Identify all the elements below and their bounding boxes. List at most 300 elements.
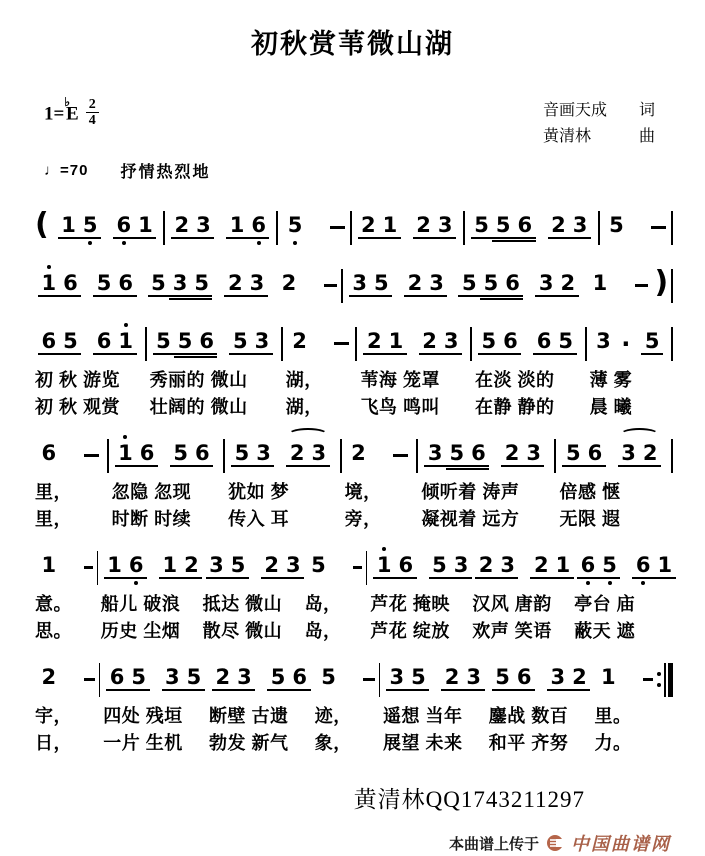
- note-beam-part: [458, 272, 480, 300]
- lyric-line-2: 初 秋 观赏: [35, 397, 121, 417]
- notes-row: [352, 204, 465, 251]
- note-digit: 2: [264, 552, 280, 577]
- note-beam-part: [286, 442, 329, 470]
- note-beam-part: [480, 272, 523, 300]
- notes-row: [98, 544, 200, 591]
- note-group: [93, 272, 136, 300]
- note-group: [533, 330, 576, 358]
- note-beam-part: [478, 330, 521, 358]
- note-group: [115, 442, 158, 470]
- notes-row: [32, 320, 147, 367]
- note-beam-part: [424, 442, 446, 470]
- lyric-line-2: 思。: [35, 621, 72, 641]
- note-digit: 5: [461, 270, 477, 295]
- key-text: 1=♭E: [44, 94, 79, 125]
- note-group: [598, 666, 620, 694]
- note-digit: 5: [156, 328, 171, 353]
- lyric-line-2: 岛，: [304, 621, 342, 641]
- note-digit: 3: [500, 552, 515, 577]
- slur-arc: [620, 428, 659, 441]
- note-digit: 5: [449, 440, 465, 465]
- note-group: [284, 214, 306, 242]
- note-group: [104, 554, 147, 582]
- note-group: [212, 666, 255, 694]
- measure: [32, 432, 109, 533]
- measure: [357, 320, 472, 421]
- note-group: [206, 554, 249, 582]
- note-beam-part: [206, 554, 249, 582]
- note-digit: 5: [173, 440, 189, 465]
- measure: [486, 656, 592, 757]
- lyric-line-2: 芦花 绽放: [370, 621, 450, 641]
- note-digit: 1: [107, 552, 122, 577]
- lyric-line-2: 日，: [35, 733, 72, 753]
- note-group: [606, 214, 628, 242]
- note-group: [530, 554, 573, 582]
- note-beam-part: [471, 214, 493, 242]
- note-group: [475, 554, 518, 582]
- lyric-line-1: 亭台 庙: [574, 594, 636, 614]
- duration-dash: [353, 566, 362, 569]
- lyric-line-1: 湖，: [285, 370, 323, 390]
- measure: [98, 544, 200, 645]
- note-digit: 5: [230, 552, 246, 577]
- note-beam-part: [386, 666, 429, 694]
- composer-role: 曲: [638, 128, 655, 145]
- augmentation-dot: ·: [621, 329, 631, 358]
- note-group: [429, 554, 472, 582]
- lyric-line-2: 蔽天 遮: [574, 621, 636, 641]
- notes-row: [272, 262, 343, 309]
- notes-row: [142, 262, 273, 309]
- lyric-line-1: 意。: [35, 594, 72, 614]
- octave-dot-high: [124, 323, 128, 327]
- measure: [225, 432, 342, 533]
- note-digit: 6: [139, 440, 155, 465]
- meta-row: [44, 94, 655, 149]
- note-beam-part: [170, 442, 213, 470]
- note-digit: 2: [560, 270, 576, 295]
- note-beam-part: [38, 666, 60, 694]
- note-digit: 5: [321, 664, 336, 689]
- note-group: [618, 442, 661, 470]
- lyric-line-2: 时断 时续: [111, 509, 192, 529]
- notes-row: [278, 204, 351, 251]
- note-beam-part: [113, 214, 156, 242]
- meter-numerator: 2: [88, 97, 96, 112]
- notes-row: [32, 544, 98, 591]
- note-digit: 2: [292, 328, 307, 353]
- note-group: [404, 272, 447, 300]
- note-group: [38, 442, 60, 470]
- lyric-line-2: 里，: [35, 509, 72, 529]
- lyric-line-2: 飞鸟 鸣叫: [360, 397, 440, 417]
- notes-row: [32, 432, 109, 479]
- notes-row: [312, 656, 380, 703]
- note-digit: 3: [254, 328, 270, 353]
- note-digit: 6: [632, 554, 654, 576]
- note-digit: 2: [366, 328, 382, 353]
- note-digit: 5: [151, 270, 166, 295]
- barline: [671, 327, 673, 361]
- score-line: [32, 320, 673, 421]
- note-digit: 2: [422, 328, 437, 353]
- note-group: [535, 272, 578, 300]
- note-group: [413, 214, 456, 242]
- note-group: [441, 666, 484, 694]
- credits: [543, 97, 655, 146]
- note-beam-part: [159, 554, 202, 582]
- octave-dot-high: [123, 435, 127, 439]
- note-digit: 6: [41, 328, 57, 353]
- note-group: [153, 330, 218, 358]
- note-digit: 5: [186, 664, 202, 689]
- notes-row: [165, 204, 278, 251]
- measure: [583, 262, 673, 309]
- note-beam-part: [226, 214, 269, 242]
- measure: [452, 262, 583, 309]
- note-digit: 6: [41, 440, 57, 465]
- note-digit: 5: [232, 328, 248, 353]
- measure: [142, 262, 273, 309]
- note-beam-part: [153, 330, 175, 358]
- note-digit: 5: [474, 212, 489, 237]
- end-repeat-barline: [657, 663, 673, 697]
- note-digit: 5: [495, 212, 511, 237]
- parenthesis: ): [654, 264, 669, 300]
- octave-dot-low: [608, 581, 612, 585]
- note-group: [286, 442, 329, 470]
- note-group: [224, 272, 267, 300]
- note-beam-part: [162, 666, 205, 694]
- note-digit: 3: [172, 270, 188, 295]
- lyric-line-1: 初 秋 游览: [35, 370, 121, 390]
- note-digit: 1: [657, 552, 673, 577]
- note-group: [38, 330, 81, 358]
- lyric-line-2: 力。: [594, 733, 632, 753]
- measure: [147, 320, 283, 421]
- notes-row: [469, 544, 571, 591]
- note-digit: 2: [351, 440, 366, 465]
- octave-dot-low: [586, 581, 590, 585]
- note-digit: 6: [118, 270, 133, 295]
- note-beam-part: [349, 272, 392, 300]
- measure: [352, 204, 465, 251]
- lyric-line-1: 鏖战 数百: [488, 706, 569, 726]
- note-beam-part: [501, 442, 544, 470]
- note-beam-part: [598, 666, 620, 694]
- lyric-line-2: 历史 尘烟: [100, 621, 181, 641]
- score-line: [32, 262, 673, 309]
- measure: [465, 204, 600, 251]
- note-digit: 1: [382, 212, 398, 237]
- page-title: 初秋赏苇微山湖: [251, 29, 454, 59]
- measure: [343, 262, 453, 309]
- note-beam-part: [562, 442, 605, 470]
- note-digit: 3: [538, 270, 554, 295]
- lyric-line-2: 象，: [314, 733, 352, 753]
- note-digit: 6: [113, 214, 135, 236]
- duration-dash: [84, 566, 93, 569]
- note-digit: 3: [466, 664, 482, 689]
- note-digit: 6: [536, 328, 552, 353]
- note-digit: 6: [248, 214, 270, 236]
- duration-dash: [643, 678, 653, 681]
- duration-dash: [393, 454, 408, 457]
- note-digit: 1: [162, 552, 178, 577]
- note-group: [363, 330, 406, 358]
- music-site-logo-icon: [546, 834, 564, 852]
- note-digit: 5: [177, 328, 193, 353]
- note-beam-part: [530, 554, 573, 582]
- note-digit: 3: [427, 440, 443, 465]
- notes-row: [486, 656, 592, 703]
- note-digit: 5: [374, 270, 389, 295]
- note-group: [492, 666, 535, 694]
- measure: [165, 204, 278, 251]
- note-beam-part: [289, 330, 311, 358]
- note-beam-part: [404, 272, 447, 300]
- note-digit: 2: [551, 212, 566, 237]
- note-group: [38, 554, 60, 582]
- note-beam-part: [284, 214, 306, 242]
- octave-dot-low: [122, 241, 126, 245]
- note-beam-part: [106, 666, 149, 694]
- note-beam-part: [38, 330, 81, 358]
- note-beam-part: [38, 554, 60, 582]
- repeat-dot: [657, 683, 661, 687]
- note-digit: 6: [292, 664, 308, 689]
- note-group: [308, 554, 330, 582]
- note-group: [632, 554, 675, 582]
- lyric-line-2: 欢声 笑语: [472, 621, 552, 641]
- measure: [472, 320, 587, 421]
- notes-row: [225, 432, 342, 479]
- note-beam-part: [373, 554, 416, 582]
- notes-row: [472, 320, 587, 367]
- lyric-line-1: 芦花 掩映: [370, 594, 450, 614]
- note-digit: 1: [115, 330, 137, 352]
- note-digit: 6: [199, 328, 214, 353]
- lyricist-credit: [543, 97, 655, 120]
- flat-icon: ♭: [64, 94, 70, 109]
- lyric-line-2: 散尽 微山: [202, 621, 283, 641]
- time-signature: [86, 97, 99, 129]
- notes-row: [571, 544, 673, 591]
- note-group: [471, 214, 536, 242]
- lyric-line-2: 一片 生机: [103, 733, 183, 753]
- notes-row: [100, 656, 206, 703]
- notes-row: [367, 544, 469, 591]
- note-beam-part: [475, 554, 518, 582]
- duration-dash: [84, 454, 99, 457]
- lyric-line-1: 抵达 微山: [202, 594, 283, 614]
- note-digit: 6: [195, 440, 210, 465]
- note-digit: 5: [63, 328, 78, 353]
- note-digit: 2: [407, 270, 423, 295]
- note-beam-part: [93, 330, 136, 358]
- meter-denominator: 4: [86, 112, 99, 128]
- note-digit: 5: [565, 440, 581, 465]
- note-group: [593, 330, 615, 358]
- note-group: [562, 442, 605, 470]
- notes-row: [302, 544, 368, 591]
- note-beam-part: [38, 442, 60, 470]
- repeat-dots: [657, 672, 661, 687]
- note-digit: 5: [481, 328, 497, 353]
- note-beam-part: [358, 214, 401, 242]
- note-digit: 6: [109, 664, 125, 689]
- note-beam-part: [267, 666, 310, 694]
- site-name: 中国曲谱网: [571, 834, 671, 854]
- note-beam-part: [429, 554, 472, 582]
- note-beam-part: [212, 666, 255, 694]
- score-line: [32, 656, 673, 757]
- measure: [600, 204, 673, 251]
- measure: [302, 544, 368, 645]
- note-beam-part: [492, 666, 535, 694]
- note-digit: 1: [388, 328, 404, 353]
- note-beam-part: [419, 330, 462, 358]
- note-digit: 2: [281, 270, 297, 295]
- measure: [32, 204, 165, 251]
- note-digit: 3: [526, 440, 541, 465]
- note-digit: 3: [621, 440, 636, 465]
- lyric-line-1: 在淡 淡的: [475, 370, 555, 390]
- note-digit: 1: [115, 442, 137, 464]
- note-beam-part: [492, 214, 535, 242]
- note-group: [171, 214, 214, 242]
- lyric-line-2: 湖，: [285, 397, 323, 417]
- lyric-line-1: 里。: [594, 706, 632, 726]
- octave-dot-low: [88, 241, 92, 245]
- note-digit: 5: [311, 552, 326, 577]
- note-group: [38, 666, 60, 694]
- note-group: [478, 330, 521, 358]
- measure: [342, 432, 419, 533]
- note-digit: 5: [609, 212, 624, 237]
- note-digit: 1: [373, 554, 395, 576]
- note-digit: 5: [495, 664, 510, 689]
- note-digit: 5: [131, 664, 147, 689]
- notes-row: [283, 320, 358, 367]
- note-beam-part: [533, 330, 576, 358]
- measure: [100, 656, 206, 757]
- note-digit: 3: [237, 664, 252, 689]
- note-digit: 3: [437, 212, 453, 237]
- note-beam-part: [547, 666, 590, 694]
- note-digit: 2: [572, 664, 587, 689]
- lyric-line-2: 旁，: [344, 509, 382, 529]
- note-group: [458, 272, 523, 300]
- note-group: [358, 214, 401, 242]
- note-digit: 5: [234, 440, 250, 465]
- note-beam-part: [535, 272, 578, 300]
- duration-dash: [635, 284, 648, 287]
- octave-dot-low: [134, 581, 138, 585]
- lyric-line-1: 倾听着 涛声: [421, 482, 520, 502]
- duration-dash: [330, 226, 345, 229]
- notes-row: [342, 432, 419, 479]
- note-digit: 5: [599, 554, 621, 576]
- note-group: [501, 442, 544, 470]
- lyric-line-1: 境，: [344, 482, 382, 502]
- measure: [283, 320, 358, 421]
- note-digit: 3: [165, 664, 180, 689]
- thin-barline: [664, 663, 666, 697]
- notes-row: [343, 262, 453, 309]
- note-group: [548, 214, 591, 242]
- note-beam-part: [618, 442, 661, 470]
- barline: [671, 269, 673, 303]
- note-beam-part: [348, 442, 370, 470]
- lyric-line-2: 无限 遐: [559, 509, 621, 529]
- note-group: [386, 666, 429, 694]
- note-beam-part: [171, 214, 214, 242]
- octave-dot-high: [382, 547, 386, 551]
- measure: [278, 204, 351, 251]
- note-group: [93, 330, 136, 358]
- notes-row: [452, 262, 583, 309]
- note-beam-part: [441, 666, 484, 694]
- note-digit: 5: [558, 328, 573, 353]
- barline: [671, 439, 673, 473]
- note-digit: 3: [453, 552, 469, 577]
- measure: [571, 544, 673, 645]
- octave-dot-low: [293, 241, 297, 245]
- score-line: [32, 544, 673, 645]
- note-digit: 3: [352, 270, 368, 295]
- note-beam-part: [229, 330, 272, 358]
- note-beam-part: [93, 272, 136, 300]
- contact-line: 黄清林QQ1743211297: [353, 787, 585, 812]
- note-group: [113, 214, 156, 242]
- lyric-line-1: 宇，: [35, 706, 72, 726]
- note-digit: 3: [429, 270, 444, 295]
- measure: [592, 656, 673, 757]
- note-beam-part: [58, 214, 101, 242]
- note-digit: 2: [478, 552, 494, 577]
- composer-credit: [543, 123, 655, 146]
- note-digit: 5: [270, 664, 286, 689]
- note-digit: 5: [644, 328, 660, 353]
- note-digit: 2: [174, 212, 190, 237]
- slur-arc: [288, 428, 327, 441]
- lyric-line-2: 在静 静的: [475, 397, 555, 417]
- lyric-line-2: 壮阔的 微山: [149, 397, 248, 417]
- note-digit: 1: [229, 212, 245, 237]
- note-group: [289, 330, 311, 358]
- note-digit: 6: [63, 270, 78, 295]
- notes-row: [380, 656, 486, 703]
- notes-row: [583, 262, 673, 309]
- note-beam-part: [318, 666, 340, 694]
- repeat-dot: [657, 672, 661, 676]
- note-digit: 5: [194, 270, 209, 295]
- note-group: [170, 442, 213, 470]
- measure: [587, 320, 673, 421]
- note-digit: 5: [96, 270, 112, 295]
- note-digit: 2: [533, 552, 549, 577]
- lyric-line-1: 迹，: [314, 706, 352, 726]
- measure: [272, 262, 343, 309]
- lyric-line-1: 船儿 破浪: [100, 594, 181, 614]
- notes-row: [32, 262, 142, 309]
- note-beam-part: [577, 554, 620, 582]
- note-beam-part: [278, 272, 300, 300]
- note-digit: 6: [505, 270, 520, 295]
- key-signature: [44, 94, 99, 129]
